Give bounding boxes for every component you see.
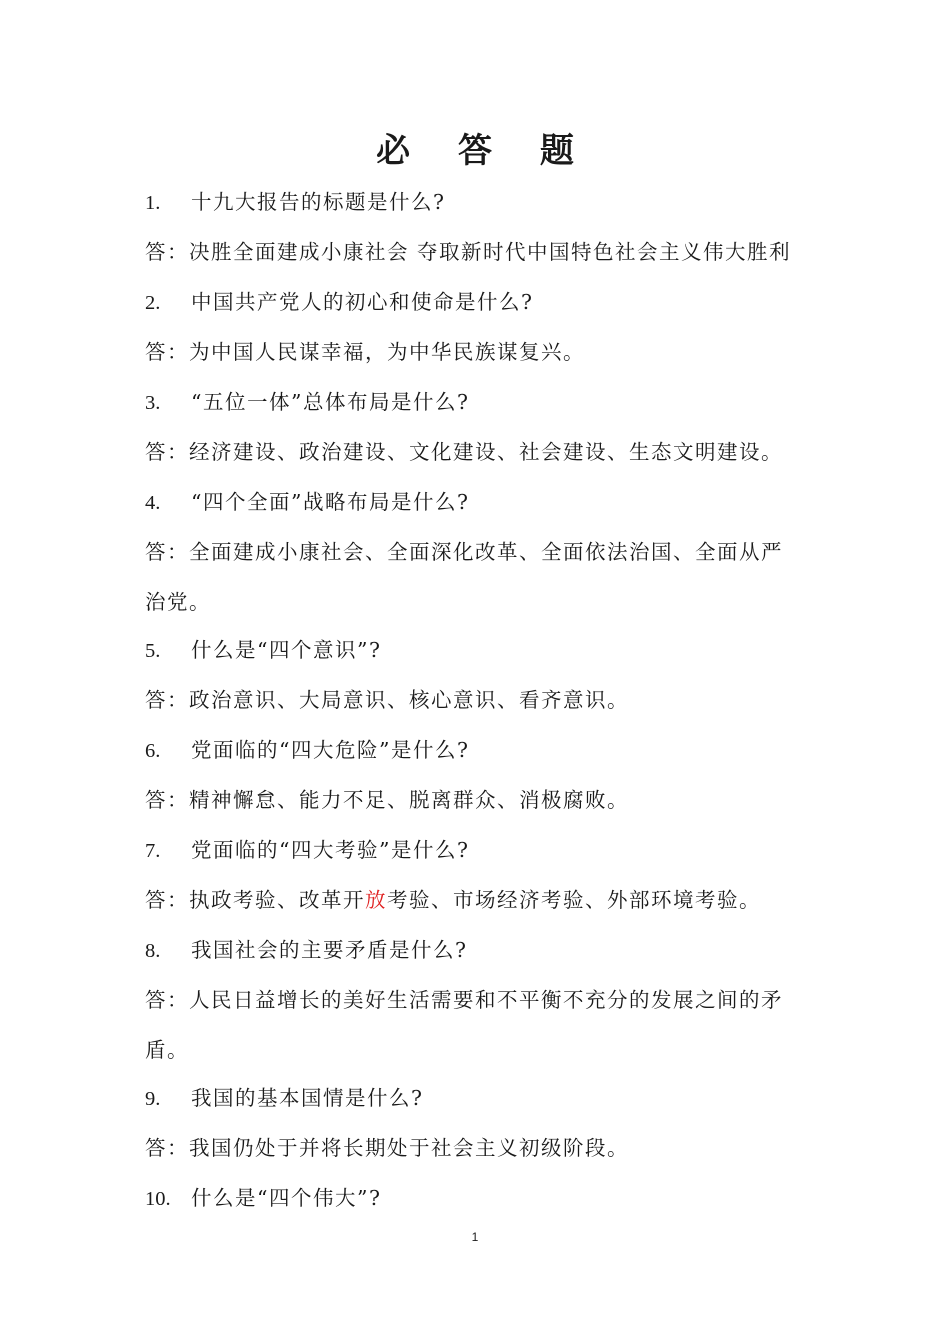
question-2 xyxy=(145,288,825,317)
question-7 xyxy=(145,836,825,865)
answer-6: 答：精神懈怠、能力不足、脱离群众、消极腐败。 xyxy=(145,788,629,812)
answer-4-continued: 治党。 xyxy=(145,590,211,614)
question-text: 中国共产党人的初心和使命是什么? xyxy=(191,290,534,314)
answer-8-continued: 盾。 xyxy=(145,1038,189,1062)
question-text: 我国的基本国情是什么? xyxy=(191,1086,424,1110)
question-number: 4. xyxy=(145,492,161,514)
answer-1: 答：决胜全面建成小康社会 夺取新时代中国特色社会主义伟大胜利 xyxy=(145,240,792,264)
page-number: 1 xyxy=(471,1230,479,1244)
question-4 xyxy=(145,488,825,517)
page-title: 必 答 题 xyxy=(376,131,592,171)
question-number: 1. xyxy=(145,192,161,214)
question-number: 2. xyxy=(145,292,161,314)
question-3 xyxy=(145,388,825,417)
question-text: 党面临的“四大考验”是什么? xyxy=(191,838,470,862)
answer-text: 考验、市场经济考验、外部环境考验。 xyxy=(387,888,761,912)
question-1 xyxy=(145,188,825,217)
question-number: 8. xyxy=(145,940,161,962)
question-text: “四个全面”战略布局是什么? xyxy=(191,490,470,514)
question-9 xyxy=(145,1084,825,1113)
question-text: “五位一体”总体布局是什么? xyxy=(191,390,470,414)
answer-5: 答：政治意识、大局意识、核心意识、看齐意识。 xyxy=(145,688,629,712)
answer-7 xyxy=(145,886,825,914)
answer-3: 答：经济建设、政治建设、文化建设、社会建设、生态文明建设。 xyxy=(145,440,783,464)
answer-2: 答：为中国人民谋幸福，为中华民族谋复兴。 xyxy=(145,340,585,364)
question-text: 什么是“四个意识”? xyxy=(191,638,382,662)
question-5 xyxy=(145,636,825,665)
question-text: 什么是“四个伟大”? xyxy=(191,1186,382,1210)
question-number: 3. xyxy=(145,392,161,414)
highlighted-character: 放 xyxy=(365,888,387,912)
question-text: 我国社会的主要矛盾是什么? xyxy=(191,938,468,962)
question-number: 6. xyxy=(145,740,161,762)
answer-4: 答：全面建成小康社会、全面深化改革、全面依法治国、全面从严 xyxy=(145,540,783,564)
question-10 xyxy=(145,1184,825,1213)
question-number: 9. xyxy=(145,1088,161,1110)
question-text: 十九大报告的标题是什么? xyxy=(191,190,446,214)
question-8 xyxy=(145,936,825,965)
answer-text: 答：执政考验、改革开 xyxy=(145,888,365,912)
answer-9: 答：我国仍处于并将长期处于社会主义初级阶段。 xyxy=(145,1136,629,1160)
question-6 xyxy=(145,736,825,765)
question-number: 5. xyxy=(145,640,161,662)
question-text: 党面临的“四大危险”是什么? xyxy=(191,738,470,762)
answer-8: 答：人民日益增长的美好生活需要和不平衡不充分的发展之间的矛 xyxy=(145,988,783,1012)
question-number: 10. xyxy=(145,1188,171,1210)
question-number: 7. xyxy=(145,840,161,862)
